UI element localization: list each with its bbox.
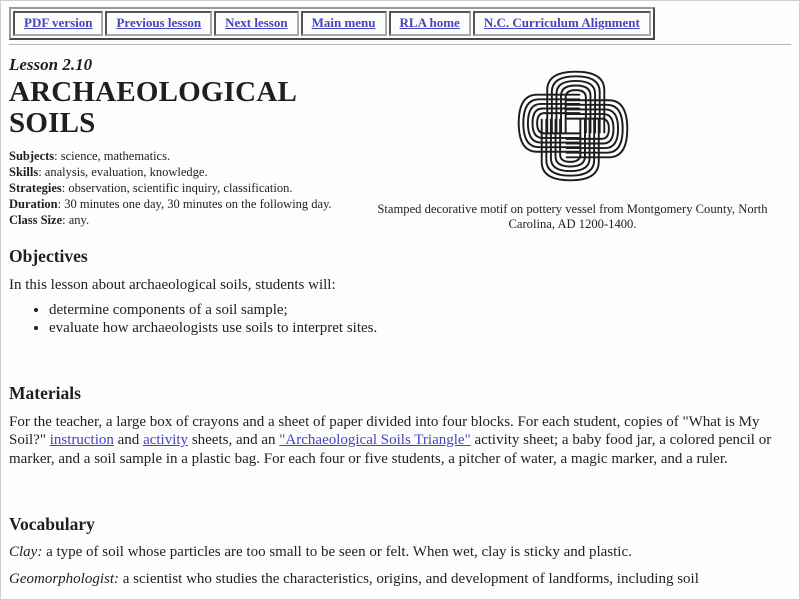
nav-link-previous-lesson[interactable]: Previous lesson [116, 15, 202, 30]
nav-link-main-menu[interactable]: Main menu [311, 15, 376, 30]
section-vocabulary [9, 514, 791, 588]
vocabulary-heading: Vocabulary [9, 514, 95, 534]
objectives-list [9, 301, 791, 337]
meta-subjects: Subjects: science, mathematics. [9, 149, 171, 164]
vocab-entry-geomorphologist: Geomorphologist: a scientist who studies the characteristics, origins, and development of landforms, including soil [9, 570, 699, 587]
objective-item: • evaluate how archaeologists use soils to interpret sites. [49, 319, 791, 337]
nav-link-next-lesson[interactable]: Next lesson [225, 15, 288, 30]
section-materials [9, 383, 791, 469]
instruction-sheet-link[interactable]: instruction [49, 432, 114, 448]
title-block [9, 53, 354, 228]
activity-sheet-link[interactable]: activity [143, 432, 189, 448]
nav-link-pdf-version[interactable]: PDF version [24, 15, 93, 30]
materials-heading: Materials [9, 382, 81, 403]
vocab-entry-clay: Clay: a type of soil whose particles are too small to be seen or felt. When wet, clay is sticky and plastic. [9, 544, 632, 560]
figure [354, 53, 791, 232]
objectives-intro: In this lesson about archaeological soils, students will: [9, 277, 336, 293]
lesson-number: Lesson 2.10 [9, 55, 93, 74]
meta-skills: Skills: analysis, evaluation, knowledge. [9, 165, 208, 180]
lesson-meta [9, 148, 354, 228]
pottery-motif-image [502, 57, 644, 195]
meta-duration: Duration: 30 minutes one day, 30 minutes on the following day. [9, 197, 332, 212]
meta-strategies: Strategies: observation, scientific inquiry, classification. [9, 181, 293, 196]
materials-segment: activity sheet; a baby food jar, a colored pencil or marker, and a soil sample in a plastic bag. For each four or five students, a pitcher of water, a magic marker, and a ruler. [9, 432, 772, 467]
objective-item: • determine components of a soil sample; [49, 301, 791, 319]
divider [9, 44, 791, 45]
nav-link-curriculum-alignment[interactable]: N.C. Curriculum Alignment [483, 15, 640, 30]
objectives-heading: Objectives [9, 246, 88, 266]
soils-triangle-link[interactable]: "Archaeological Soils Triangle" [279, 432, 471, 448]
materials-text [9, 413, 791, 469]
figure-caption: Stamped decorative motif on pottery vessel from Montgomery County, North Carolina, AD 1200-1400. [377, 202, 768, 231]
section-objectives [9, 246, 791, 337]
page-title: ARCHAEOLOGICAL SOILS [9, 76, 296, 140]
lesson-header [9, 53, 791, 232]
materials-segment: and [113, 432, 144, 448]
top-navigation [9, 7, 655, 40]
nav-link-rla-home[interactable]: RLA home [399, 15, 460, 30]
materials-segment: For the teacher, a large box of crayons and a sheet of paper divided into four blocks. For each student, copies of "What is My Soil?" [9, 413, 760, 448]
materials-segment: sheets, and an [188, 432, 280, 448]
meta-class-size: Class Size: any. [9, 213, 90, 228]
